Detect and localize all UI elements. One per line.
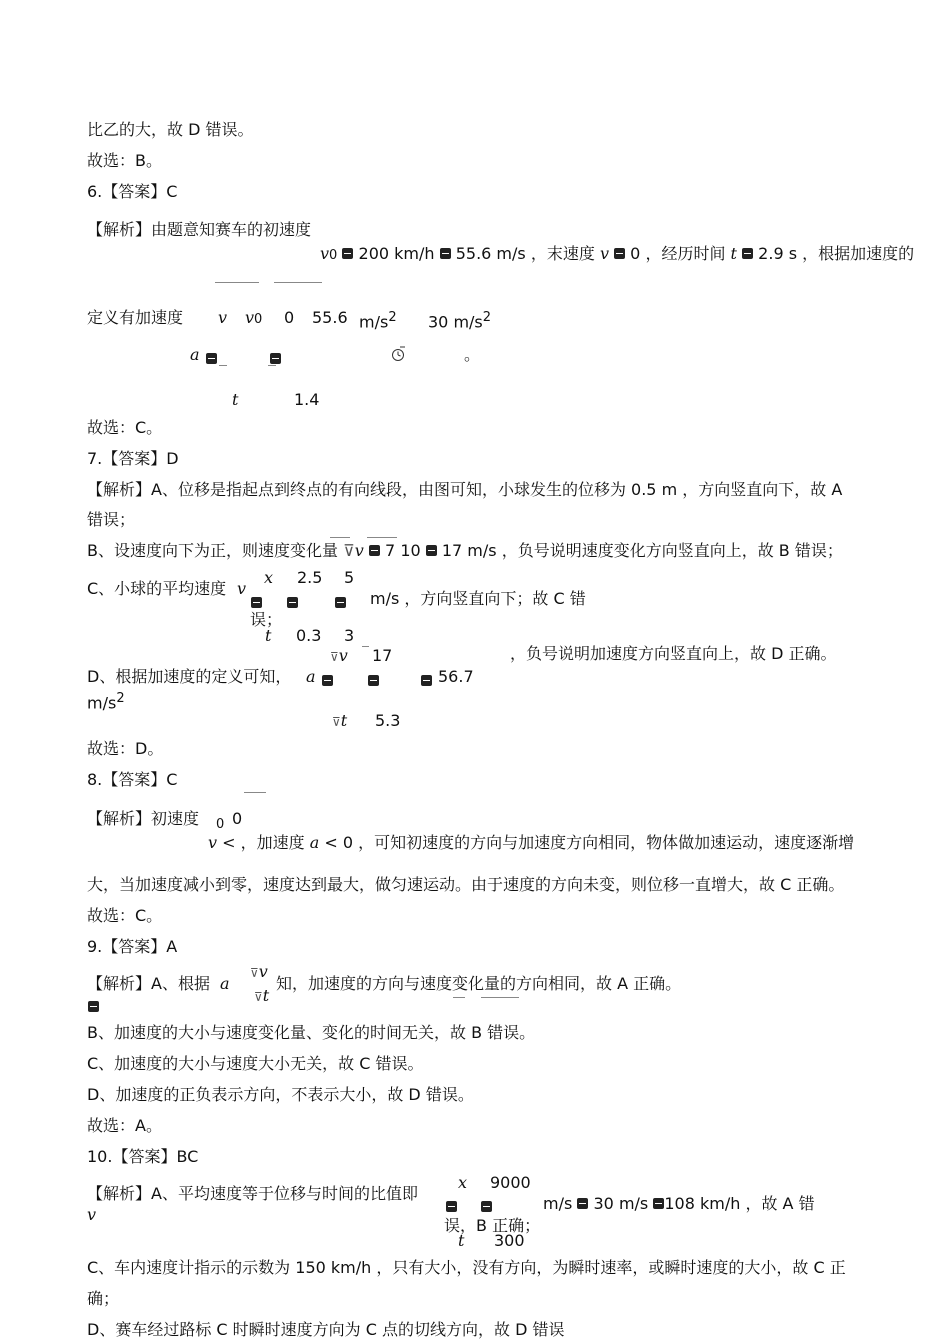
equals-glyph-icon bbox=[322, 671, 333, 690]
text-line: C、小球的平均速度 bbox=[87, 579, 227, 598]
text-line: D、加速度的正负表示方向，不表示大小，故 D 错误。 bbox=[87, 1085, 474, 1104]
text-line: 定义有加速度 bbox=[87, 308, 184, 327]
math-var: v bbox=[320, 244, 330, 263]
text-line: 【解析】A、位移是指起点到终点的有向线段，由图可知，小球发生的位移为 0.5 m ，方向竖直向下，故 A bbox=[87, 480, 843, 499]
math-unit bbox=[359, 308, 397, 332]
text-line: 错误； bbox=[87, 510, 136, 529]
question-7-heading: 7.【答案】D bbox=[87, 449, 179, 468]
text-line: 故选：B。 bbox=[87, 151, 162, 170]
text-run: 17 m/s ，负号说明速度变化方向竖直向上，故 B 错误； bbox=[441, 541, 843, 560]
math-var: t bbox=[340, 711, 348, 730]
math-value: 5 bbox=[344, 568, 355, 587]
text-run: B、设速度向下为正，则速度变化量 bbox=[87, 541, 338, 560]
question-6-heading: 6.【答案】C bbox=[87, 182, 178, 201]
text-line: 【解析】A、平均速度等于位移与时间的比值即 bbox=[87, 1184, 418, 1203]
math-var: v bbox=[218, 308, 228, 327]
math-term bbox=[245, 308, 262, 330]
text-line: 知，加速度的方向与速度变化量的方向相同，故 A 正确。 bbox=[276, 974, 682, 993]
underline bbox=[481, 997, 519, 998]
math-sup: 2 bbox=[482, 310, 492, 325]
minus-sign bbox=[268, 365, 276, 366]
math-value: 200 km/h bbox=[358, 244, 435, 263]
equals-glyph-icon bbox=[577, 1198, 588, 1209]
math-value: 0 ，经历时间 bbox=[630, 244, 726, 263]
equals-glyph-icon bbox=[369, 545, 380, 556]
equals-glyph-icon bbox=[614, 248, 625, 259]
text-line: C、车内速度计指示的示数为 150 km/h ，只有大小，没有方向，为瞬时速率，或瞬时速度的大小，故 C 正 bbox=[87, 1258, 846, 1277]
math-var: a bbox=[309, 833, 320, 852]
math-var: v bbox=[338, 646, 348, 665]
math-var: t bbox=[262, 986, 270, 1005]
formula-line bbox=[250, 962, 268, 983]
math-unit-text: m/s bbox=[543, 1194, 573, 1213]
math-var: v bbox=[237, 579, 247, 598]
formula-line bbox=[254, 986, 269, 1007]
formula-line bbox=[332, 711, 347, 732]
equals-glyph-icon bbox=[653, 1198, 664, 1209]
math-value: 55.6 bbox=[312, 308, 348, 327]
math-sup: 2 bbox=[388, 310, 397, 325]
overline bbox=[367, 537, 397, 538]
equals-glyph-icon bbox=[335, 593, 346, 612]
delta-symbol-icon: ⊽ bbox=[343, 541, 355, 560]
math-var: v bbox=[245, 308, 255, 327]
math-var: a bbox=[190, 345, 200, 364]
text-line: B、加速度的大小与速度变化量、变化的时间无关，故 B 错误。 bbox=[87, 1023, 536, 1042]
equals-glyph-icon bbox=[481, 1197, 492, 1216]
fraction-bar bbox=[274, 282, 322, 283]
question-10-heading: 10.【答案】BC bbox=[87, 1147, 199, 1166]
math-unit bbox=[87, 689, 125, 713]
delta-symbol-icon: ⊽ bbox=[250, 966, 259, 980]
formula-line bbox=[208, 833, 854, 853]
math-var: a bbox=[306, 667, 316, 686]
text-line: 故选：A。 bbox=[87, 1116, 162, 1135]
math-value: 3 bbox=[344, 626, 355, 645]
math-value: 9000 bbox=[490, 1173, 531, 1192]
math-var: t bbox=[458, 1231, 465, 1250]
math-value: 0 bbox=[284, 308, 295, 327]
equals-glyph-icon bbox=[206, 349, 217, 368]
math-var: x bbox=[458, 1173, 468, 1192]
fraction-bar bbox=[244, 792, 266, 793]
delta-symbol-icon: ⊽ bbox=[254, 990, 263, 1004]
math-sub: 0 bbox=[254, 312, 263, 327]
equals-glyph-icon bbox=[88, 997, 99, 1016]
math-unit-text: 30 m/s bbox=[428, 312, 483, 332]
underline bbox=[453, 997, 465, 998]
equals-glyph-icon bbox=[426, 545, 437, 556]
math-value: 7 bbox=[385, 541, 396, 560]
equals-glyph-icon bbox=[287, 593, 298, 612]
math-unit-text: m/s bbox=[359, 312, 389, 332]
text-line: 。 bbox=[464, 345, 481, 364]
delta-symbol-icon: ⊽ bbox=[332, 715, 341, 729]
equals-glyph-icon bbox=[421, 671, 432, 690]
math-unit bbox=[428, 308, 491, 332]
text-line: 误； bbox=[250, 610, 283, 629]
minus-sign bbox=[362, 646, 369, 647]
formula-line bbox=[87, 541, 843, 561]
text-line: 故选：D。 bbox=[87, 739, 164, 758]
question-8-heading: 8.【答案】C bbox=[87, 770, 178, 789]
equals-glyph-icon bbox=[342, 248, 353, 259]
math-var: v bbox=[258, 962, 268, 981]
text-line: m/s ，方向竖直向下；故 C 错 bbox=[370, 589, 586, 608]
math-var: v bbox=[354, 541, 364, 560]
delta-symbol-icon: ⊽ bbox=[330, 650, 339, 664]
text-line: 误，B 正确； bbox=[444, 1216, 541, 1235]
math-value: 0 bbox=[232, 809, 243, 828]
equals-glyph-icon bbox=[742, 248, 753, 259]
formula-line bbox=[330, 646, 348, 667]
math-value: 300 bbox=[494, 1231, 525, 1250]
overline bbox=[330, 537, 350, 538]
formula-line bbox=[320, 244, 914, 266]
math-value: 1.4 bbox=[294, 390, 320, 409]
math-var: t bbox=[730, 244, 737, 263]
math-value: 2.9 s ，根据加速度的 bbox=[758, 244, 915, 263]
text-line: D、根据加速度的定义可知， bbox=[87, 667, 292, 686]
text-run: 108 km/h ，故 A 错 bbox=[664, 1194, 815, 1213]
text-run: < 0 ，可知初速度的方向与加速度方向相同，物体做加速运动，速度逐渐增 bbox=[324, 833, 855, 852]
text-line: 大，当加速度减小到零，速度达到最大，做匀速运动。由于速度的方向未变，则位移一直增大，故 C 正确。 bbox=[87, 875, 845, 894]
text-line: C、加速度的大小与速度大小无关，故 C 错误。 bbox=[87, 1054, 424, 1073]
question-9-heading: 9.【答案】A bbox=[87, 937, 178, 956]
math-value: 56.7 bbox=[438, 667, 474, 686]
minus-sign bbox=[219, 365, 227, 366]
text-line: 比乙的大，故 D 错误。 bbox=[87, 120, 254, 139]
math-sub: 0 bbox=[329, 248, 338, 263]
text-line: 【解析】A、根据 bbox=[87, 974, 210, 993]
math-var: t bbox=[265, 626, 272, 645]
math-value: 17 bbox=[372, 646, 393, 665]
text-line: 【解析】由题意知赛车的初速度 bbox=[87, 220, 312, 239]
text-line: ，负号说明加速度方向竖直向上，故 D 正确。 bbox=[510, 644, 837, 663]
text-line: 故选：C。 bbox=[87, 418, 163, 437]
math-var: a bbox=[220, 974, 230, 993]
math-value: 0.3 bbox=[296, 626, 322, 645]
math-unit-text: m/s bbox=[87, 693, 117, 713]
text-line: 【解析】初速度 bbox=[87, 809, 200, 828]
equals-glyph-icon bbox=[446, 1197, 457, 1216]
fraction-bar bbox=[215, 282, 259, 283]
math-var: t bbox=[232, 390, 239, 409]
math-var: v bbox=[599, 244, 609, 263]
math-value: 5.3 bbox=[375, 711, 401, 730]
math-var: v < bbox=[208, 833, 236, 852]
math-value: 30 m/s bbox=[593, 1194, 649, 1213]
math-value: 2.5 bbox=[297, 568, 323, 587]
math-sub: 0 bbox=[216, 817, 225, 832]
math-value: 10 bbox=[400, 541, 421, 560]
math-var: v bbox=[87, 1205, 97, 1224]
formula-line bbox=[543, 1194, 815, 1214]
clock-symbol-icon bbox=[390, 346, 406, 366]
math-value: 55.6 m/s ，末速度 bbox=[455, 244, 595, 263]
text-line: 确； bbox=[87, 1289, 120, 1308]
equals-glyph-icon bbox=[440, 248, 451, 259]
equals-glyph-icon bbox=[368, 671, 379, 690]
text-run: ，加速度 bbox=[240, 833, 305, 852]
text-line: D、赛车经过路标 C 时瞬时速度方向为 C 点的切线方向，故 D 错误 bbox=[87, 1320, 565, 1339]
math-var: x bbox=[264, 568, 274, 587]
math-sup: 2 bbox=[116, 691, 125, 706]
text-line: 故选：C。 bbox=[87, 906, 163, 925]
